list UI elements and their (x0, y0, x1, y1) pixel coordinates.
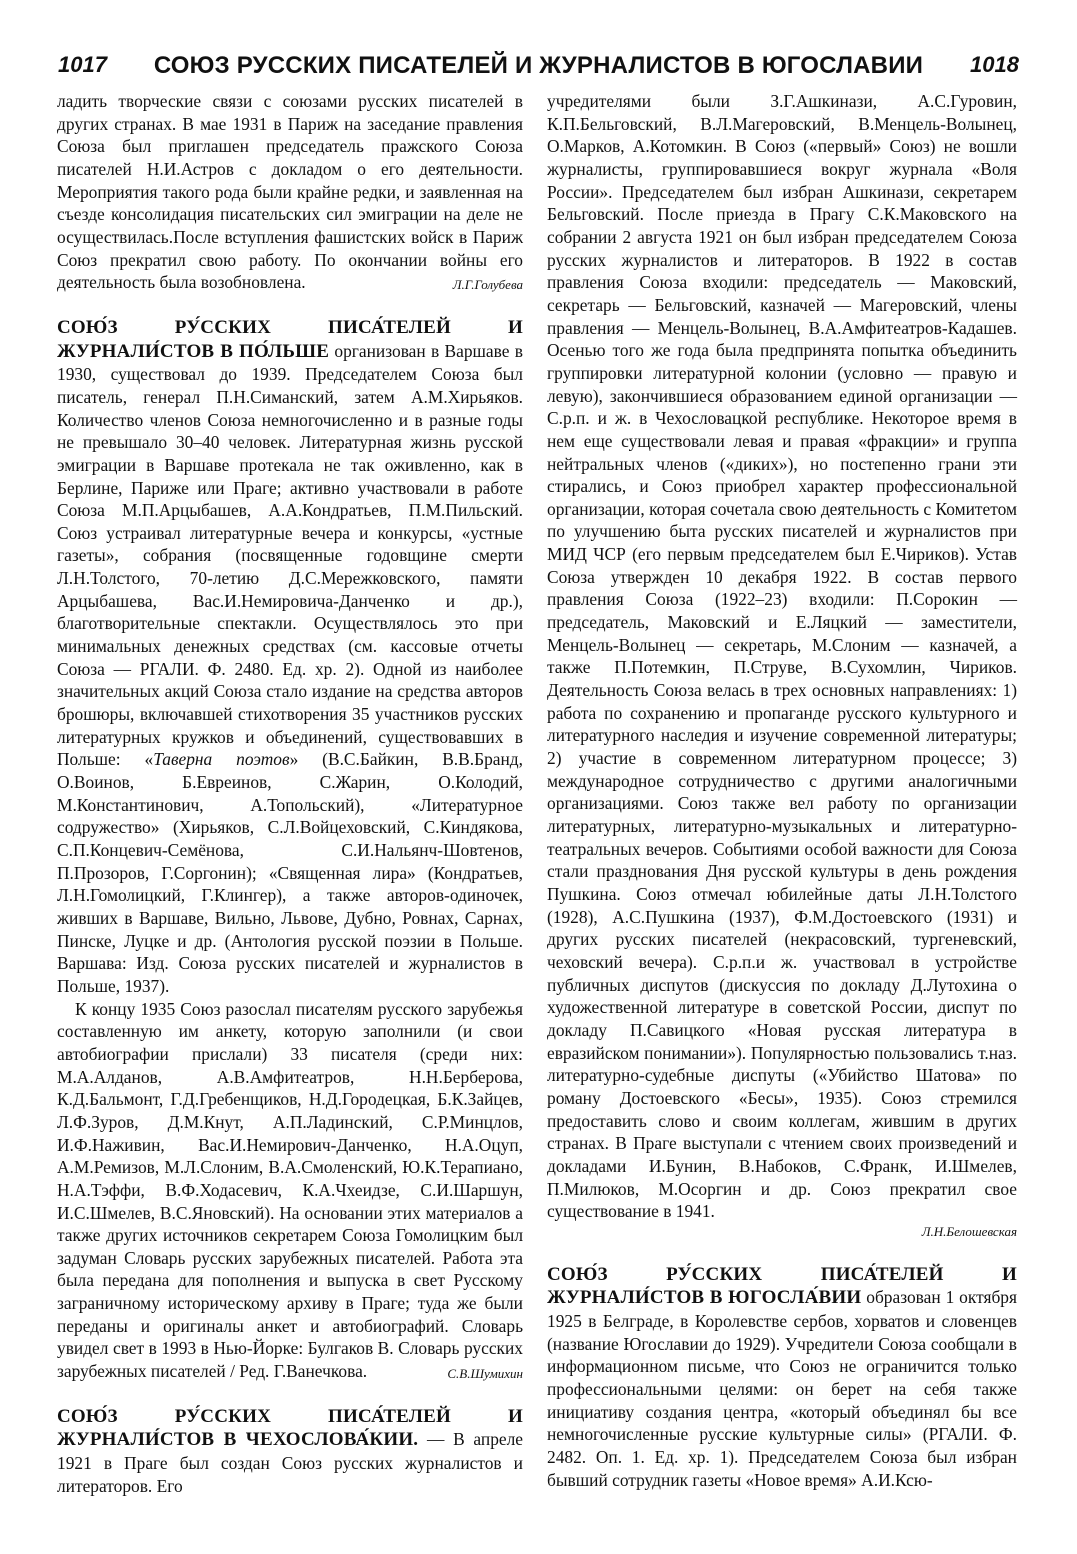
entry-paragraph: К концу 1935 Союз разослал писателям русского зарубежья составленную им анкету, которую заполнили (и свои автобиографии прислали) 33 писателя (среди них: М.А.Алданов, А.В.Амфитеатров, Н.Н.Берберова, К.Д.Бальмонт, Г.Д.Гребенщиков, Н.Д.Городецкая, Б.К.Зайцев, Л.Ф.Зуров, Д.М.Кнут, А.П.Ладинский, С.Р.Минцлов, И.Ф.Наживин, Вас.И.Немирович-Данченко, Н.А.Оцуп, А.М.Ремизов, М.Л.Слоним, В.А.Смоленский, Ю.К.Терапиано, Н.А.Тэффи, В.Ф.Ходасевич, К.А.Чхеидзе, С.И.Шаршун, И.С.Шмелев, В.С.Яновский). На основании этих материалов а также других источников секретарем Союза Гомолицким был задуман Словарь русских зарубежных писателей. Работа эта была передана для пополнения и выпуска в свет Русскому заграничному историческому архиву в Праге; туда же были переданы и оригиналы анкет и автобиографий. Словарь увидел свет в 1993 в Нью-Йорке: Булгаков В. Словарь русских зарубежных писателей / Ред. Г.Ванечкова. (57, 998, 523, 1382)
continuation-paragraph: учредителями были З.Г.Ашкинази, А.С.Гуровин, К.П.Бельговский, В.Л.Магеровский, В.Менцель-Волынец, О.Марков, А.Котомкин. В Союз («первый» Союз) не вошли журналисты, группировавшиеся вокруг журнала «Воля России». Председателем был избран Ашкинази, секретарем Бельговский. После приезда в Прагу С.К.Маковского на собрании 2 августа 1921 он был избран председателем Союза русских журналистов и литераторов. В 1922 в состав правления Союза входили: председатель — Маковский, секретарь — Бельговский, казначей — Магеровский, члены правления — Менцель-Волынец, В.А.Амфитеатров-Кадашев. Осенью того же года была предпринята попытка объединить группировки литературной колонии (условно — правую и левую), закончившиеся образованием единой организации — С.р.п. и ж. в Чехословацкой республике. Некоторое время в нем еще существовали левая и правая «фракции» и группа нейтральных членов («диких»), но постепенно грани эти стирались, и Союз приобрел характер профессиональной организации, которая сочетала свою деятельность с Комитетом по улучшению быта русских писателей и журналистов при МИД ЧСР (его первым председателем был Е.Чириков). Устав Союза утвержден 10 декабря 1922. В состав первого правления Союза (1922–23) входили: П.Сорокин — председатель, Маковский и Е.Ляцкий — заместители, Менцель-Волынец — секретарь, М.Слоним — казначей, а также П.Потемкин, П.Струве, В.Сухомлин, Чириков. Деятельность Союза велась в трех основных направлениях: 1) работа по сохранению и пропаганде русского культурного и литературного наследия и изучение современной литературы; 2) участие в современном литературном процессе; 3) международное сотрудничество с другими аналогичными организациями. Союз также вел работу по организации литературных, литературно-музыкальных и литературно-театральных вечеров. Событиями особой важности для Союза стали празднования Дня русской культуры в день рождения Пушкина. Союз отмечал юбилейные даты Л.Н.Толстого (1928), А.С.Пушкина (1937), Ф.М.Достоевского (1931) и других русских писателей (некрасовский, тургеневский, чеховский вечера). С.р.п.и ж. участвовал в устройстве публичных диспутов (дискуссия по докладу Д.Лутохина о художественной литературе в советской России, диспут по докладу П.Савицкого «Новая русская литература в евразийском понимании»). Популярностью пользовались т.наз. литературно-судебные диспуты («Убийство Шатова» по роману Достоевского «Бесы», 1935). Союз стремился предоставить слово и своим коллегам, жившим в других странах. В Праге выступали с чтением своих произведений и докладами И.Бунин, В.Набоков, С.Франк, И.Шмелев, П.Милюков, М.Осоргин и др. Союз прекратил свое существование в 1941. (547, 91, 1017, 1222)
entry-czechoslovakia (57, 1405, 523, 1498)
page-number-right: 1018 (970, 52, 1019, 77)
author-signature: Л.Г.Голубева (452, 276, 523, 292)
entry-paragraph (57, 316, 523, 998)
page-number-left: 1017 (58, 52, 107, 77)
entry-text: организован в Варшаве в 1930, существовал до 1939. Председателем Союза был писатель, генерал П.Н.Симанский, затем А.М.Хирьяков. Количество членов Союза немногочисленно и в разные годы не превышало 30–40 человек. Литературная жизнь русской эмиграции в Варшаве протекала не так оживленно, как в Берлине, Париже или Праге; активно участвовали в работе Союза М.П.Арцыбашев, А.А.Кондратьев, П.М.Пильский. Союз устраивал литературные вечера и конкурсы, «устные газеты», собрания (посвященные годовщине смерти Л.Н.Толстого, 70-летию Д.С.Мережковского, памяти Арцыбашева, Вас.И.Немировича-Данченко и др.), благотворительные спектакли. Осуществлялось это при минимальных денежных средствах (см. кассовые отчеты Союза — РГАЛИ. Ф. 2480. Ед. хр. 2). Одной из наиболее значительных акций Союза стало издание на средства авторов брошюры, включавшей стихотворения 35 участников русских литературных кружков и объединений, существовавших в Польше: « (57, 340, 523, 770)
entry-paragraph (57, 1405, 523, 1498)
author-signature: Л.Н.Белошевская (921, 1223, 1017, 1239)
left-column (57, 90, 523, 1497)
entry-headword: СОЮ́З РУ́ССКИХ ПИСА́ТЕЛЕЙ И ЖУРНАЛИ́СТОВ В ЮГОСЛА́ВИИ (547, 1263, 1017, 1309)
entry-text: » (В.С.Байкин, В.В.Бранд, О.Воинов, Б.Евреинов, С.Жарин, О.Колодий, М.Константинович, А.Топольский), «Литературное содружество» (Хирьяков, С.Л.Войцеховский, С.Киндякова, С.П.Концевич-Семёнова, С.И.Нальянч-Шовтенов, П.Прозоров, Г.Соргонин); «Священная лира» (Кондратьев, Л.Н.Гомолицкий, Г.Клингер), а также авторов-одиночек, живших в Варшаве, Вильно, Львове, Дубно, Ровнах, Сарнах, Пинске, Луцке и др. (Антология русской поэзии в Польше. Варшава: Изд. Союза русских писателей и журналистов в Польше, 1937). (57, 749, 524, 996)
entry-text: образован 1 октября 1925 в Белграде, в Королевстве сербов, хорватов и словенцев (название Югославии до 1929). Учредители Союза сообщали в информационном письме, что Союз не ограничится только профессиональными целями: он берет на себя также инициативу создания центра, «который объединял бы все немногочисленные русские культурные силы» (РГАЛИ. Ф. 2482. Оп. 1. Ед. хр. 1). Председателем Союза был избран бывший сотрудник газеты «Новое время» А.И.Ксю- (547, 1287, 1018, 1490)
entry-yugoslavia (547, 1263, 1017, 1492)
entry-poland (57, 316, 523, 1383)
continuation-paragraph: ладить творческие связи с союзами русских писателей в других странах. В мае 1931 в Париж на заседание правления Союза был приглашен председатель пражского Союза писателей Н.И.Астров с докладом о его деятельности. Мероприятия такого рода были крайне редки, и заявленная на съезде консолидация писательских сил эмиграции на деле не осуществилась.После вступления фашистских войск в Париж Союз прекратил свою работу. По окончании войны его деятельность была возобновлена. (57, 91, 523, 293)
running-header (58, 48, 1019, 88)
running-title: СОЮЗ РУССКИХ ПИСАТЕЛЕЙ И ЖУРНАЛИСТОВ В ЮГОСЛАВИИ (153, 52, 924, 79)
italic-title: Таверна поэтов (153, 749, 290, 770)
right-column (547, 90, 1017, 1491)
entry-text: — В апреле 1921 в Праге был создан Союз русских журналистов и литераторов. Его (57, 1429, 524, 1496)
entry-headword: СОЮ́З РУ́ССКИХ ПИСА́ТЕЛЕЙ И ЖУРНАЛИ́СТОВ В ПО́ЛЬШЕ (57, 316, 523, 362)
author-signature: С.В.Шумихин (447, 1365, 523, 1381)
entry-paragraph (547, 1263, 1017, 1492)
entry-headword: СОЮ́З РУ́ССКИХ ПИСА́ТЕЛЕЙ И ЖУРНАЛИ́СТОВ В ЧЕХОСЛОВА́КИИ. (57, 1405, 523, 1451)
